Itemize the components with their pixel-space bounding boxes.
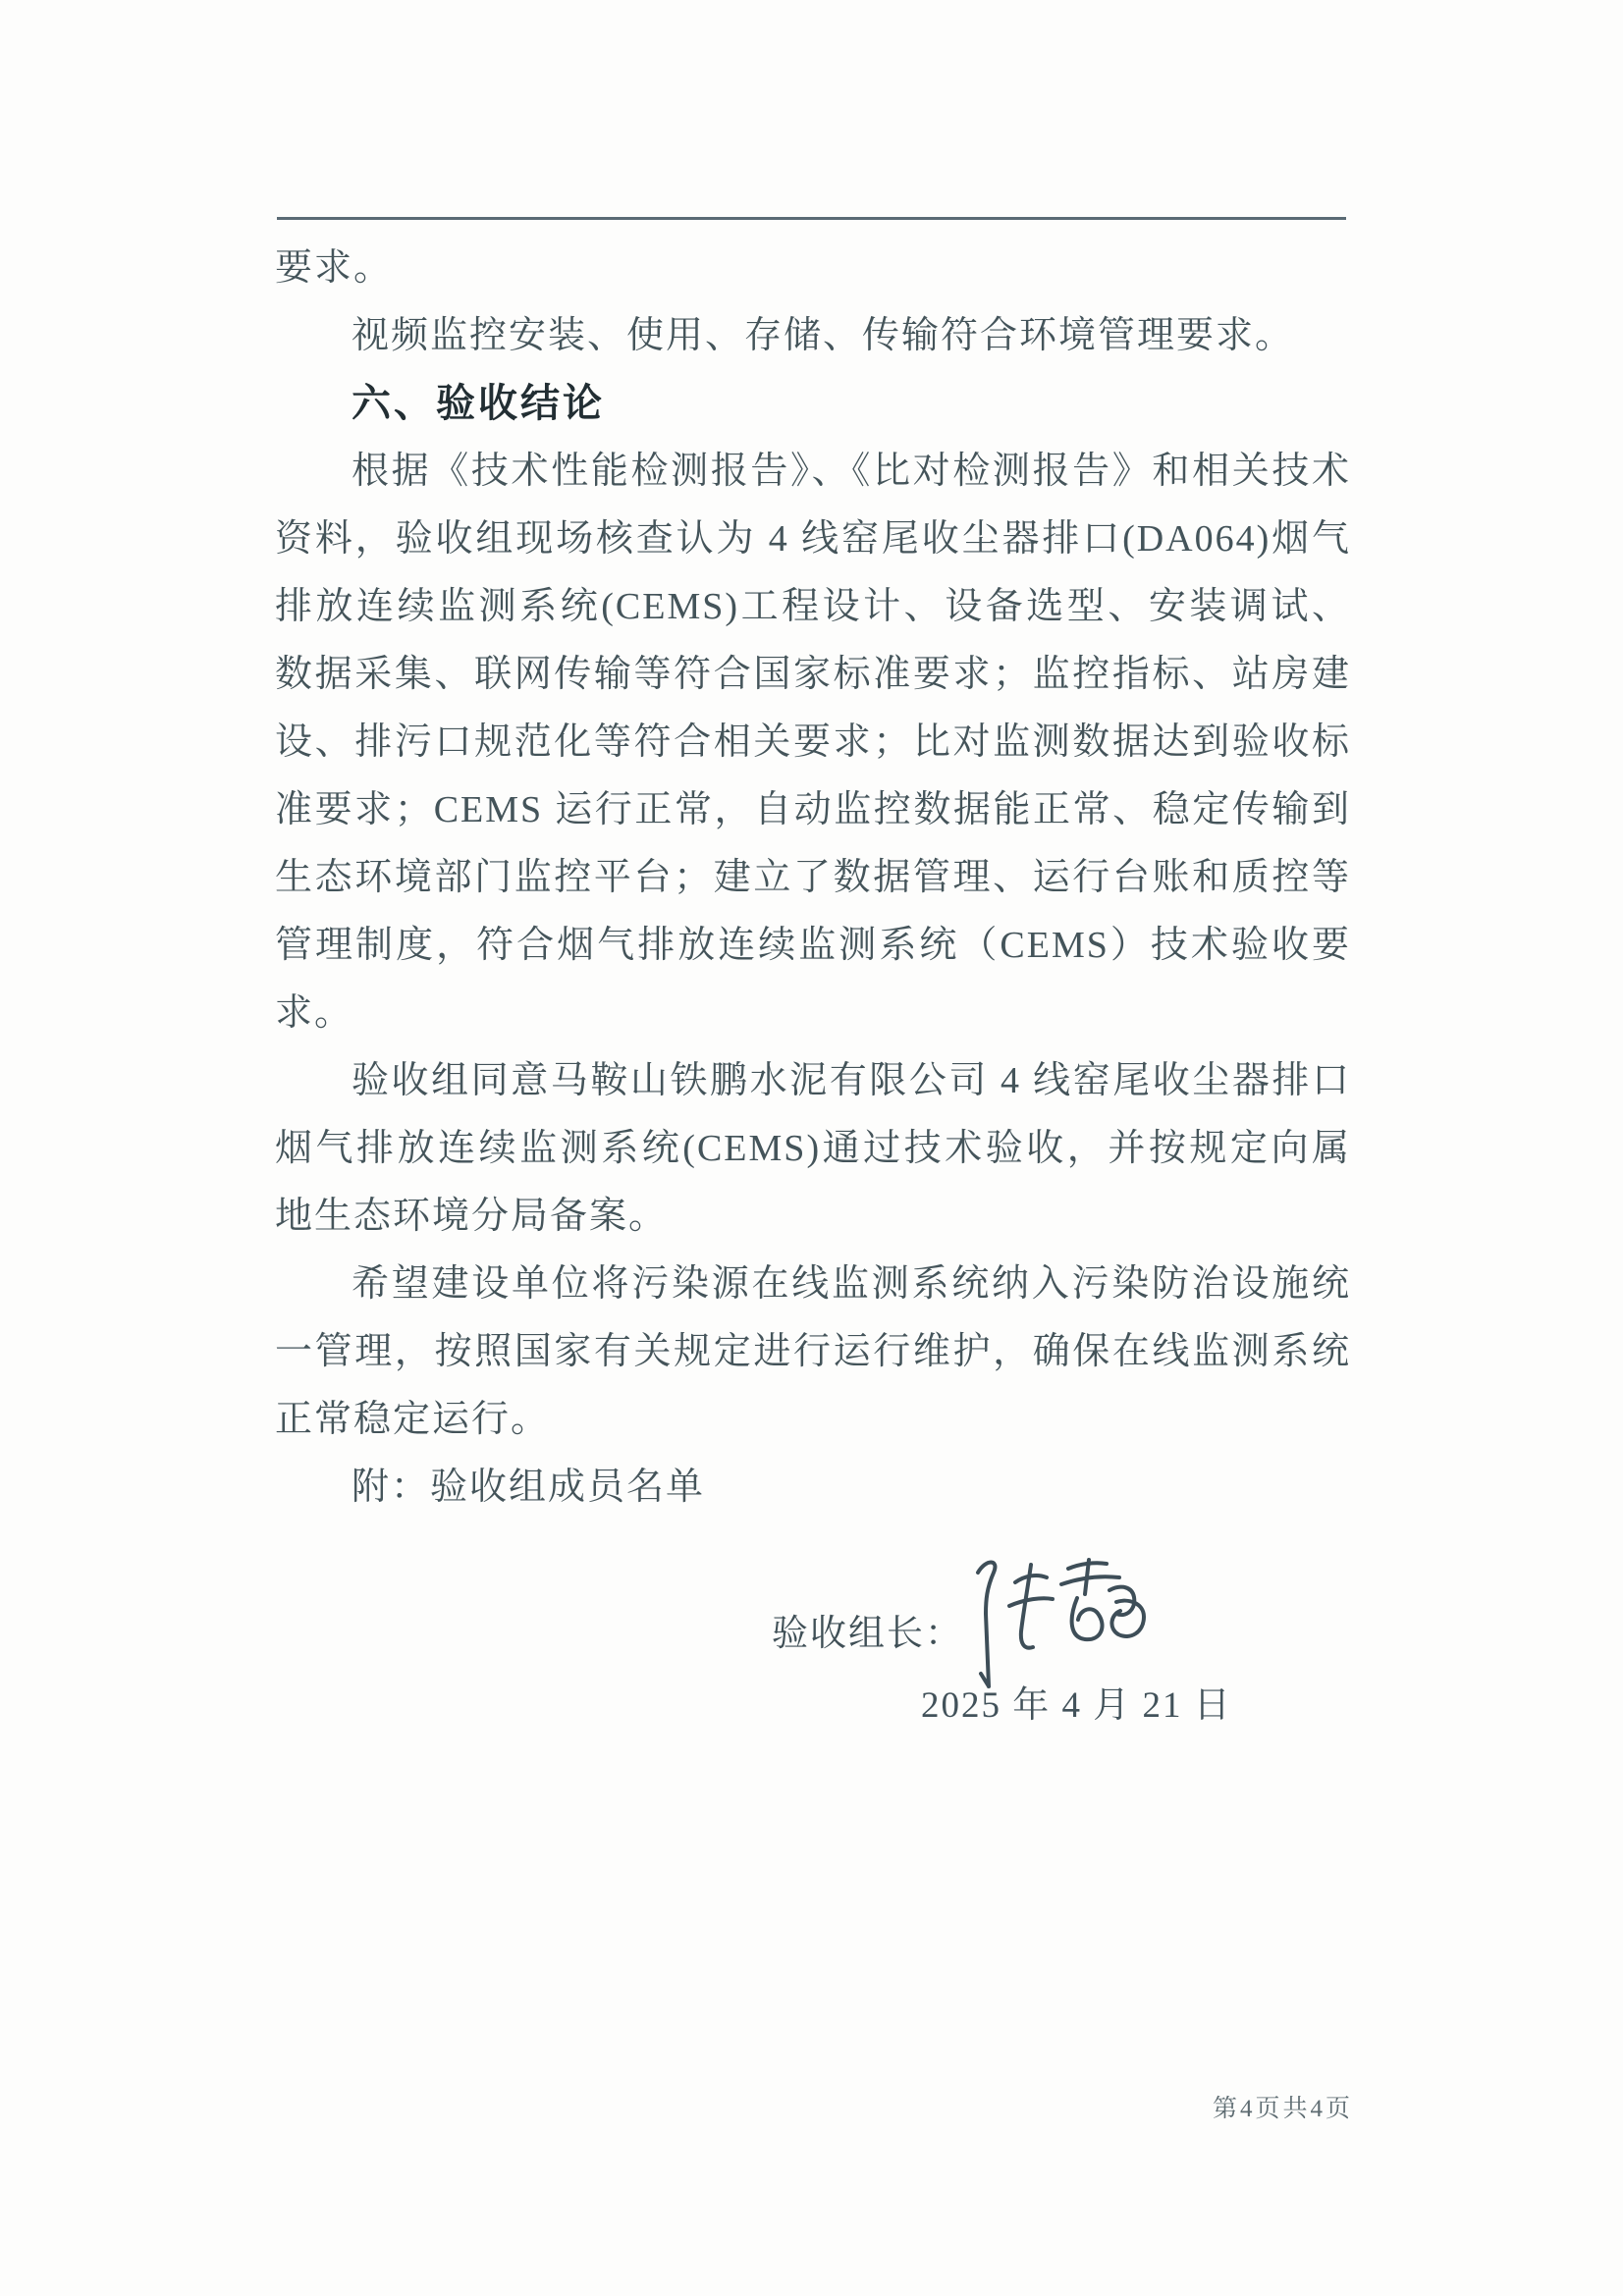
section-heading-acceptance-conclusion: 六、验收结论: [352, 382, 605, 425]
attachment-note: 附：验收组成员名单: [352, 1467, 706, 1508]
signature-date: 2025 年 4 月 21 日: [921, 1685, 1232, 1726]
approval-paragraph: 验收组同意马鞍山铁鹏水泥有限公司 4 线窑尾收尘器排口烟气排放连续监测系统(CEMS)通过技术验收，并按规定向属地生态环境分局备案。: [275, 1060, 1351, 1237]
header-divider-rule: [277, 217, 1346, 220]
page-number-indicator: 第4页共4页: [1213, 2096, 1354, 2122]
video-monitoring-text: 视频监控安装、使用、存储、传输符合环境管理要求。: [352, 315, 1295, 356]
recommendation-paragraph: 希望建设单位将污染源在线监测系统纳入污染防治设施统一管理，按照国家有关规定进行运行维护，确保在线监测系统正常稳定运行。: [275, 1263, 1351, 1440]
document-body: [275, 235, 1351, 1522]
handwritten-signature: [950, 1553, 1162, 1708]
continuation-text: 要求。: [275, 247, 394, 289]
signature-label: 验收组长：: [772, 1614, 963, 1654]
conclusion-paragraph: 根据《技术性能检测报告》、《比对检测报告》和相关技术资料，验收组现场核查认为 4 线窑尾收尘器排口(DA064)烟气排放连续监测系统(CEMS)工程设计、设备选型、安装调试、数据采集、联网传输等符合国家标准要求；监控指标、站房建设、排污口规范化等符合相关要求；比对监测数据达到验收标准要求；CEMS 运行正常，自动监控数据能正常、稳定传输到生态环境部门监控平台；建立了数据管理、运行台账和质控等管理制度，符合烟气排放连续监测系统（CEMS）技术验收要求。: [275, 451, 1351, 1034]
